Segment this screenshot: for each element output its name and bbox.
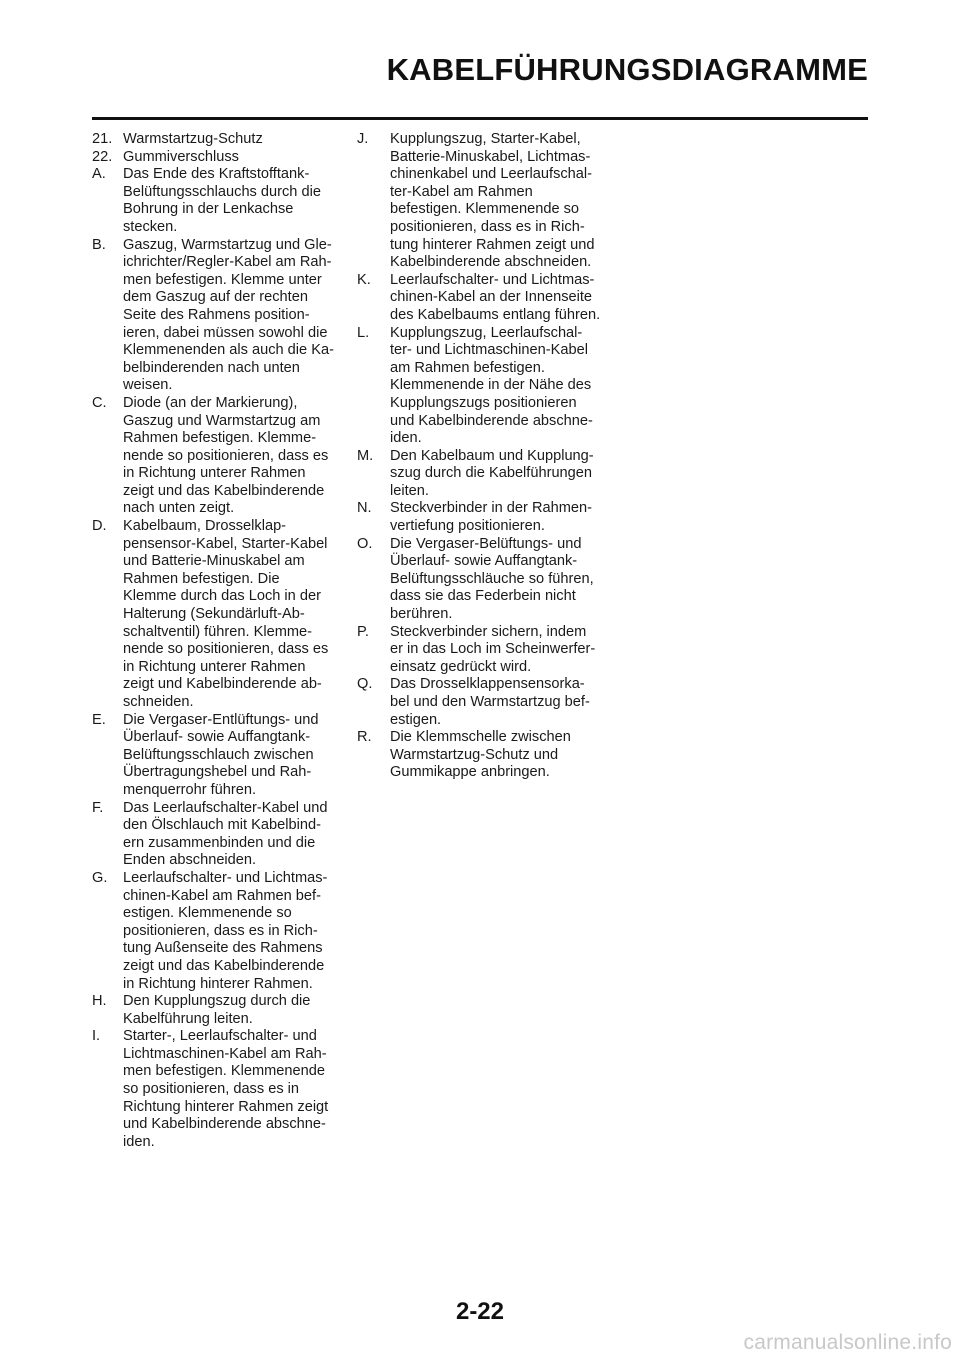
list-item (92, 712, 354, 800)
item-text-line: Klemmenenden als auch die Ka- (123, 342, 334, 359)
item-marker: R. (357, 729, 372, 746)
item-text-line: so positionieren, dass es in (123, 1081, 300, 1098)
item-text-line: nende so positionieren, dass es (123, 641, 329, 658)
item-text-line: den Ölschlauch mit Kabelbind- (123, 817, 321, 834)
item-text-line: Die Vergaser-Entlüftungs- und (123, 711, 319, 728)
item-text (390, 448, 617, 501)
right-column (357, 131, 617, 782)
list-item (357, 500, 617, 535)
item-text-line: Belüftungsschläuche so führen, (390, 570, 594, 587)
item-text-line: ter-Kabel am Rahmen (390, 183, 533, 200)
item-text-line: leiten. (390, 482, 429, 499)
watermark: carmanualsonline.info (743, 1331, 952, 1354)
item-text-line: Leerlaufschalter- und Lichtmas- (390, 271, 595, 288)
item-text-line: weisen. (123, 377, 173, 394)
item-marker: N. (357, 500, 372, 517)
item-text (390, 325, 617, 448)
list-item (92, 149, 354, 167)
item-text-line: Übertragungshebel und Rah- (123, 764, 312, 781)
item-text-line: Gaszug und Warmstartzug am (123, 412, 321, 429)
item-text-line: Diode (an der Markierung), (123, 394, 298, 411)
item-text-line: Klemme durch das Loch in der (123, 588, 321, 605)
item-text-line: Steckverbinder in der Rahmen- (390, 500, 592, 517)
item-marker: F. (92, 799, 104, 816)
item-text-line: und Kabelbinderende abschne- (390, 412, 593, 429)
item-text-line: chinen-Kabel am Rahmen bef- (123, 887, 321, 904)
item-text-line: Kabelführung leiten. (123, 1010, 253, 1027)
item-text-line: dem Gaszug auf der rechten (123, 289, 308, 306)
item-text-line: ieren, dabei müssen sowohl die (123, 324, 328, 341)
item-text-line: am Rahmen befestigen. (390, 359, 545, 376)
item-text-line: Den Kabelbaum und Kupplung- (390, 447, 594, 464)
item-marker: Q. (357, 676, 373, 693)
item-text-line: ter- und Lichtmaschinen-Kabel (390, 342, 588, 359)
item-text-line: Kupplungszugs positionieren (390, 394, 577, 411)
item-text (123, 395, 354, 518)
item-text-line: menquerrohr führen. (123, 781, 257, 798)
item-text (123, 166, 354, 236)
item-text-line: vertiefung positionieren. (390, 518, 545, 535)
item-marker: B. (92, 236, 106, 253)
item-marker: P. (357, 623, 369, 640)
item-marker: E. (92, 711, 106, 728)
list-item (92, 518, 354, 712)
item-text-line: schneiden. (123, 694, 194, 710)
item-text-line: stecken. (123, 218, 178, 235)
item-text (123, 149, 354, 167)
item-text-line: positionieren, dass es in Rich- (123, 922, 318, 939)
item-text-line: nende so positionieren, dass es (123, 447, 329, 464)
item-text-line: pensensor-Kabel, Starter-Kabel (123, 535, 328, 552)
item-text-line: Starter-, Leerlaufschalter- und (123, 1028, 317, 1045)
item-text-line: positionieren, dass es in Rich- (390, 218, 585, 235)
item-text (390, 131, 617, 272)
list-item (357, 676, 617, 729)
item-text-line: des Kabelbaums entlang führen. (390, 306, 601, 323)
list-item (357, 624, 617, 677)
item-text (390, 536, 617, 624)
item-text (390, 676, 617, 729)
item-text (123, 1028, 354, 1151)
item-text-line: und Batterie-Minuskabel am (123, 553, 305, 570)
list-item (92, 1028, 354, 1151)
item-text (123, 131, 354, 149)
item-marker: L. (357, 324, 370, 341)
item-text-line: berühren. (390, 606, 453, 623)
item-text-line: Die Vergaser-Belüftungs- und (390, 535, 582, 552)
left-column (92, 131, 354, 1151)
item-text-line: Kabelbaum, Drosselklap- (123, 518, 287, 535)
item-text-line: Lichtmaschinen-Kabel am Rah- (123, 1045, 327, 1062)
item-marker: J. (357, 131, 369, 147)
item-marker: G. (92, 869, 108, 886)
list-item (357, 729, 617, 782)
item-text-line: in Richtung unterer Rahmen (123, 658, 306, 675)
item-text (123, 237, 354, 395)
item-text-line: Die Klemmschelle zwischen (390, 729, 571, 746)
item-text-line: dass sie das Federbein nicht (390, 588, 576, 605)
item-text-line: men befestigen. Klemme unter (123, 271, 322, 288)
list-item (357, 325, 617, 448)
item-text-line: in Richtung hinterer Rahmen. (123, 975, 313, 992)
item-text (123, 870, 354, 993)
item-text-line: Richtung hinterer Rahmen zeigt (123, 1098, 329, 1115)
list-item (92, 395, 354, 518)
item-text-line: estigen. Klemmenende so (123, 905, 292, 922)
item-text-line: iden. (123, 1133, 155, 1150)
item-text-line: ichrichter/Regler-Kabel am Rah- (123, 254, 332, 271)
item-text-line: befestigen. Klemmenende so (390, 201, 580, 218)
item-text-line: Leerlaufschalter- und Lichtmas- (123, 869, 328, 886)
list-item (357, 536, 617, 624)
item-text-line: Kupplungszug, Starter-Kabel, (390, 131, 581, 147)
item-text (390, 500, 617, 535)
item-text (390, 272, 617, 325)
list-item (92, 131, 354, 149)
list-item (92, 800, 354, 870)
item-marker: K. (357, 271, 371, 288)
item-text-line: einsatz gedrückt wird. (390, 658, 532, 675)
list-item (357, 272, 617, 325)
item-text (123, 712, 354, 800)
item-text-line: Warmstartzug-Schutz und (390, 746, 559, 763)
item-text-line: Das Drosselklappensensorka- (390, 676, 585, 693)
list-item (92, 166, 354, 236)
list-item (357, 448, 617, 501)
item-text-line: zeigt und Kabelbinderende ab- (123, 676, 322, 693)
item-text-line: er in das Loch im Scheinwerfer- (390, 641, 596, 658)
list-item (92, 237, 354, 395)
item-text-line: nach unten zeigt. (123, 500, 235, 517)
item-text-line: Enden abschneiden. (123, 852, 257, 869)
item-text-line: tung Außenseite des Rahmens (123, 940, 323, 957)
item-text-line: Gummikappe anbringen. (390, 764, 550, 781)
item-marker: C. (92, 394, 107, 411)
page-title: KABELFÜHRUNGSDIAGRAMME (386, 52, 868, 87)
item-text-line: schaltventil) führen. Klemme- (123, 623, 312, 640)
item-text-line: in Richtung unterer Rahmen (123, 465, 306, 482)
item-text-line: iden. (390, 430, 422, 447)
item-text (123, 800, 354, 870)
item-text-line: Seite des Rahmens position- (123, 306, 310, 323)
item-marker: M. (357, 447, 374, 464)
list-item (357, 131, 617, 272)
item-text-line: Überlauf- sowie Auffangtank- (390, 553, 578, 570)
item-marker: O. (357, 535, 373, 552)
item-text-line: zeigt und das Kabelbinderende (123, 957, 325, 974)
item-text-line: tung hinterer Rahmen zeigt und (390, 236, 595, 253)
item-text (390, 624, 617, 677)
item-marker: I. (92, 1028, 101, 1045)
item-text-line: zeigt und das Kabelbinderende (123, 482, 325, 499)
page-number: 2-22 (455, 1298, 505, 1325)
item-text (123, 993, 354, 1028)
item-marker: D. (92, 518, 107, 535)
item-text-line: Steckverbinder sichern, indem (390, 623, 587, 640)
item-text-line: Kupplungszug, Leerlaufschal- (390, 324, 583, 341)
list-item (92, 870, 354, 993)
list-item (92, 993, 354, 1028)
item-text-line: Klemmenende in der Nähe des (390, 377, 592, 394)
item-text (123, 518, 354, 712)
item-marker: A. (92, 166, 106, 183)
item-marker: 22. (92, 148, 113, 165)
item-text-line: chinenkabel und Leerlaufschal- (390, 166, 593, 183)
item-text-line: bel und den Warmstartzug bef- (390, 694, 590, 710)
item-text-line: Rahmen befestigen. Klemme- (123, 430, 317, 447)
item-text (390, 729, 617, 782)
item-text-line: Den Kupplungszug durch die (123, 993, 311, 1010)
item-text-line: Gummiverschluss (123, 148, 239, 165)
item-text-line: Belüftungsschlauch zwischen (123, 746, 314, 763)
item-text-line: szug durch die Kabelführungen (390, 465, 593, 482)
item-text-line: Gaszug, Warmstartzug und Gle- (123, 236, 332, 253)
item-text-line: Bohrung in der Lenkachse (123, 201, 294, 218)
item-text-line: Das Ende des Kraftstofftank- (123, 166, 310, 183)
item-text-line: Kabelbinderende abschneiden. (390, 254, 592, 271)
item-text-line: Überlauf- sowie Auffangtank- (123, 729, 311, 746)
item-text-line: Das Leerlaufschalter-Kabel und (123, 799, 328, 816)
item-text-line: men befestigen. Klemmenende (123, 1063, 326, 1080)
item-text-line: belbinderenden nach unten (123, 359, 300, 376)
item-text-line: und Kabelbinderende abschne- (123, 1116, 326, 1133)
item-text-line: ern zusammenbinden und die (123, 834, 316, 851)
item-text-line: chinen-Kabel an der Innenseite (390, 289, 593, 306)
item-text-line: estigen. (390, 711, 442, 728)
item-text-line: Halterung (Sekundärluft-Ab- (123, 606, 305, 623)
item-text-line: Rahmen befestigen. Die (123, 570, 280, 587)
item-marker: 21. (92, 131, 113, 147)
item-text-line: Batterie-Minuskabel, Lichtmas- (390, 148, 591, 165)
title-divider (92, 117, 868, 120)
item-text-line: Warmstartzug-Schutz (123, 131, 263, 147)
item-marker: H. (92, 993, 107, 1010)
item-text-line: Belüftungsschlauchs durch die (123, 183, 321, 200)
